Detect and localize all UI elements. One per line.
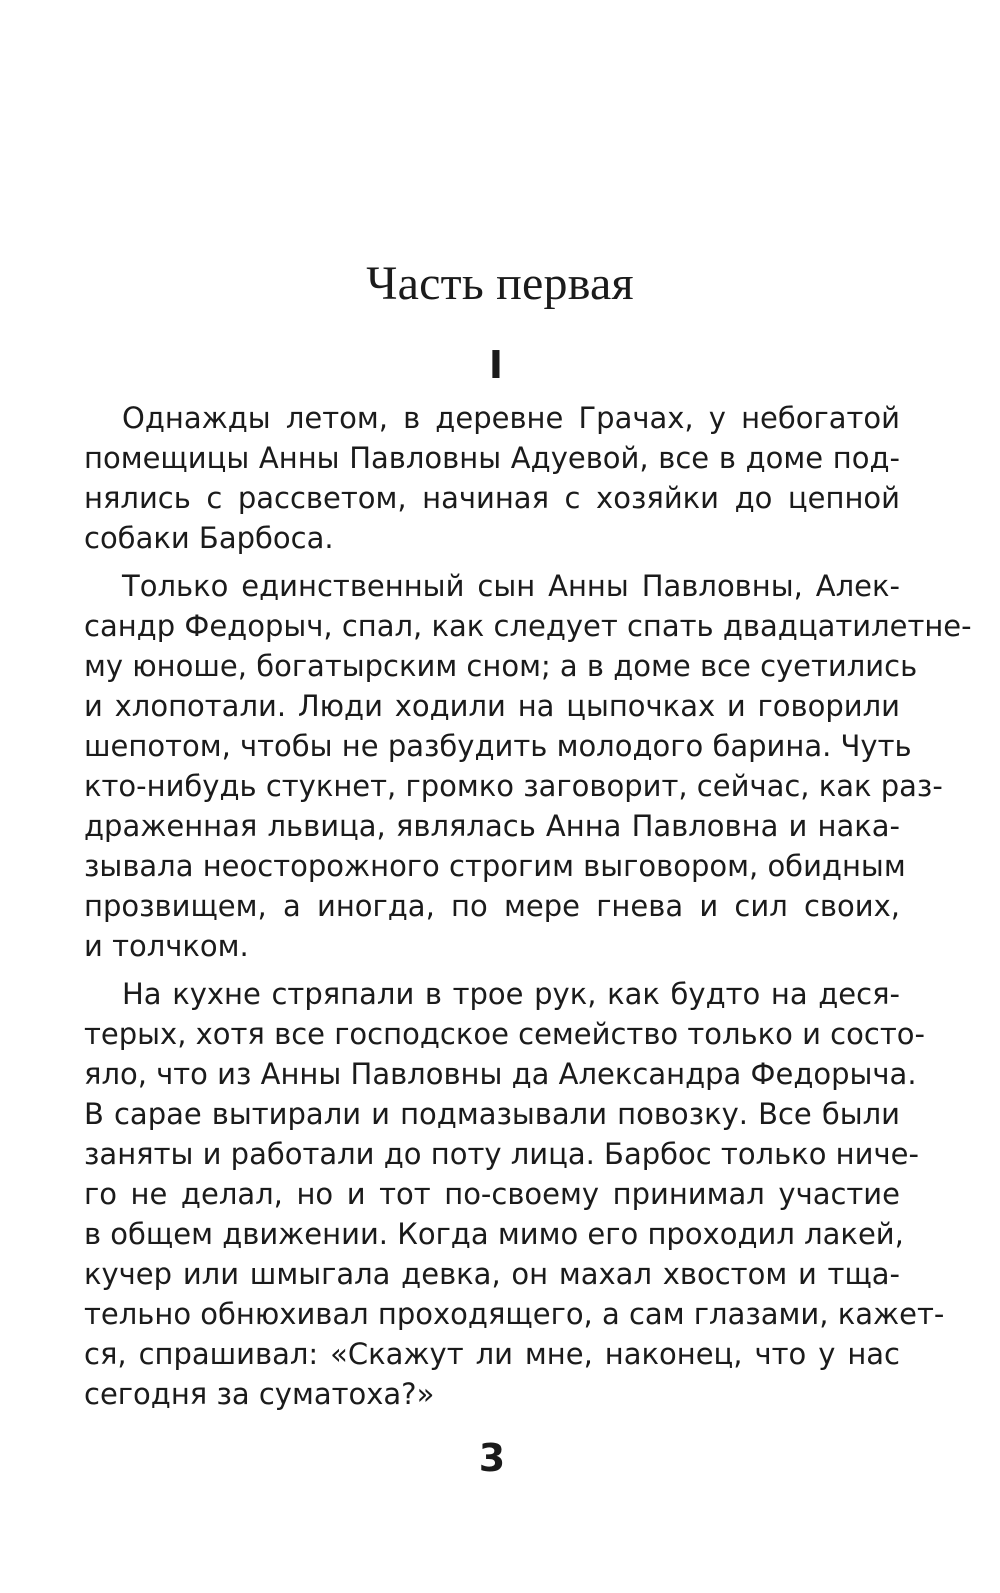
text-line: прозвищем, а иногда, по мере гнева и сил своих, xyxy=(84,889,900,923)
text-line: Однажды летом, в деревне Грачах, у небогатой xyxy=(122,401,900,435)
text-line: В сарае вытирали и подмазывали повозку. Все были xyxy=(84,1097,900,1131)
text-line: и толчком. xyxy=(84,929,249,963)
text-line: Только единственный сын Анны Павловны, Алек- xyxy=(122,569,900,603)
text-line: му юноше, богатырским сном; а в доме все суетились xyxy=(84,649,918,683)
text-line: нялись с рассветом, начиная с хозяйки до цепной xyxy=(84,481,900,515)
text-line: заняты и работали до поту лица. Барбос только ниче- xyxy=(84,1137,919,1171)
text-line: ся, спрашивал: «Скажут ли мне, наконец, что у нас xyxy=(84,1337,900,1371)
text-line: На кухне стряпали в трое рук, как будто на деся- xyxy=(122,977,900,1011)
text-line: зывала неосторожного строгим выговором, обидным xyxy=(84,849,906,883)
text-line: помещицы Анны Павловны Адуевой, все в доме под- xyxy=(84,441,900,475)
text-line: шепотом, чтобы не разбудить молодого барина. Чуть xyxy=(84,729,912,763)
paragraph xyxy=(84,398,900,558)
text-line: тельно обнюхивал проходящего, а сам глазами, кажет- xyxy=(84,1297,945,1331)
text-line: терых, хотя все господское семейство только и состо- xyxy=(84,1017,925,1051)
part-title: Часть первая xyxy=(366,257,634,310)
text-line: яло, что из Анны Павловны да Александра Федорыча. xyxy=(84,1057,917,1091)
text-line: сегодня за суматоха?» xyxy=(84,1377,435,1411)
text-line: в общем движении. Когда мимо его проходил лакей, xyxy=(84,1217,904,1251)
text-line: собаки Барбоса. xyxy=(84,521,334,555)
body-text xyxy=(84,398,972,1422)
chapter-number: I xyxy=(488,343,504,387)
text-line: кучер или шмыгала девка, он махал хвостом и тща- xyxy=(84,1257,900,1291)
text-line: кто-нибудь стукнет, громко заговорит, сейчас, как раз- xyxy=(84,769,943,803)
text-line: драженная львица, являлась Анна Павловна и нака- xyxy=(84,809,900,843)
text-line: сандр Федорыч, спал, как следует спать двадцатилетне- xyxy=(84,609,972,643)
paragraph xyxy=(84,974,945,1414)
text-line: го не делал, но и тот по-своему принимал участие xyxy=(84,1177,900,1211)
page-number: 3 xyxy=(478,1436,506,1480)
paragraph xyxy=(84,566,972,966)
text-line: и хлопотали. Люди ходили на цыпочках и говорили xyxy=(84,689,900,723)
